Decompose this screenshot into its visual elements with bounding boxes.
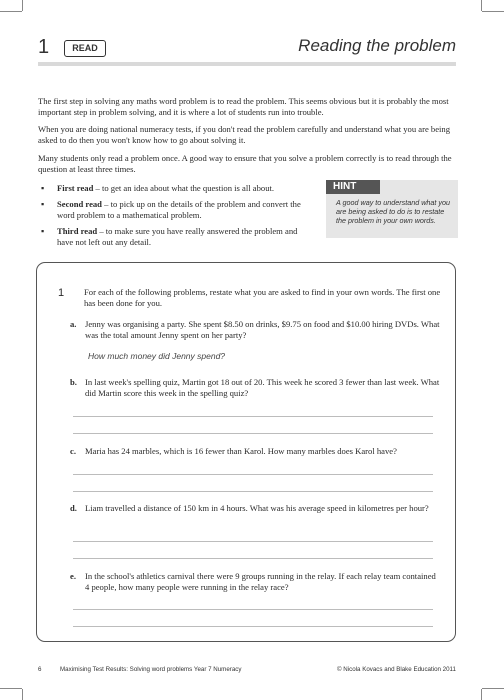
footer-copyright: © Nicola Kovacs and Blake Education 2011 xyxy=(337,666,456,673)
part-label: c. xyxy=(70,446,76,456)
question-part-b xyxy=(70,377,440,399)
question-part-a xyxy=(70,319,440,341)
question-part-e xyxy=(70,571,440,593)
part-label: a. xyxy=(70,319,77,329)
crop-mark xyxy=(481,0,482,11)
part-text: In last week's spelling quiz, Martin got 18 out of 20. This week he scored 3 fewer than last week. What did Martin score this week in the spelling quiz? xyxy=(85,377,440,398)
crop-mark xyxy=(482,688,504,689)
answer-line[interactable] xyxy=(73,558,433,559)
part-label: e. xyxy=(70,571,76,581)
read-steps-list xyxy=(38,183,308,253)
bullet-text: – to pick up on the details of the problem and convert the word problem to a mathematical problem. xyxy=(57,199,301,220)
read-badge: READ xyxy=(64,40,106,57)
intro-paragraph-1: The first step in solving any maths word problem is to read the problem. This seems obvious but it is probably the most important step in problem solving, and it is where a lot of students run into trouble. xyxy=(38,96,449,117)
question-instructions: For each of the following problems, restate what you are asked to find in your own words. The first one has been done for you. xyxy=(84,287,441,308)
answer-line[interactable] xyxy=(73,541,433,542)
answer-line[interactable] xyxy=(73,609,433,610)
crop-mark xyxy=(0,11,22,12)
crop-mark xyxy=(481,689,482,700)
bullet-text: – to make sure you have really answered the problem and have not left out any detail. xyxy=(57,226,298,247)
part-label: b. xyxy=(70,377,77,387)
part-label: d. xyxy=(70,503,77,513)
list-item xyxy=(38,183,308,194)
header-rule xyxy=(38,62,456,66)
hint-label: HINT xyxy=(326,180,380,194)
bullet-heading: Third read xyxy=(57,226,98,236)
bullet-text: – to get an idea about what the question is all about. xyxy=(93,183,275,193)
list-item xyxy=(38,199,308,221)
hint-text: A good way to understand what you are being asked to do is to restate the problem in your own words. xyxy=(336,198,451,225)
page-title: Reading the problem xyxy=(298,36,456,55)
footer-book-title: Maximising Test Results: Solving word problems Year 7 Numeracy xyxy=(60,666,242,673)
hint-box xyxy=(326,180,458,238)
crop-mark xyxy=(0,688,22,689)
intro-paragraph-2: When you are doing national numeracy tests, if you don't read the problem carefully and understand what you are being asked to do then you won't know how to go about solving it. xyxy=(38,124,451,145)
answer-line[interactable] xyxy=(73,433,433,434)
page-number: 6 xyxy=(38,666,42,673)
bullet-icon: ▪ xyxy=(41,199,45,209)
answer-line[interactable] xyxy=(73,626,433,627)
question-number: 1 xyxy=(58,287,65,299)
crop-mark xyxy=(482,11,504,12)
answer-line[interactable] xyxy=(73,416,433,417)
part-text: Jenny was organising a party. She spent $8.50 on drinks, $9.75 on food and $10.00 hiring DVDs. What was the total amount Jenny spent on her party? xyxy=(85,319,440,340)
bullet-icon: ▪ xyxy=(41,226,45,236)
part-text: In the school's athletics carnival there were 9 groups running in the relay. If each relay team contained 4 people, how many people were running in the relay race? xyxy=(85,571,436,592)
list-item xyxy=(38,226,308,248)
question-part-c xyxy=(70,446,440,457)
example-answer: How much money did Jenny spend? xyxy=(88,351,226,361)
question-part-d xyxy=(70,503,440,514)
part-text: Liam travelled a distance of 150 km in 4 hours. What was his average speed in kilometres per hour? xyxy=(85,503,429,513)
crop-mark xyxy=(22,0,23,11)
chapter-number: 1 xyxy=(38,36,50,58)
bullet-icon: ▪ xyxy=(41,183,45,193)
bullet-heading: First read xyxy=(57,183,94,193)
bullet-heading: Second read xyxy=(57,199,102,209)
part-text: Maria has 24 marbles, which is 16 fewer than Karol. How many marbles does Karol have? xyxy=(85,446,397,456)
answer-line[interactable] xyxy=(73,474,433,475)
crop-mark xyxy=(22,689,23,700)
intro-paragraph-3: Many students only read a problem once. A good way to ensure that you solve a problem correctly is to read through the question at least three times. xyxy=(38,153,452,174)
answer-line[interactable] xyxy=(73,491,433,492)
